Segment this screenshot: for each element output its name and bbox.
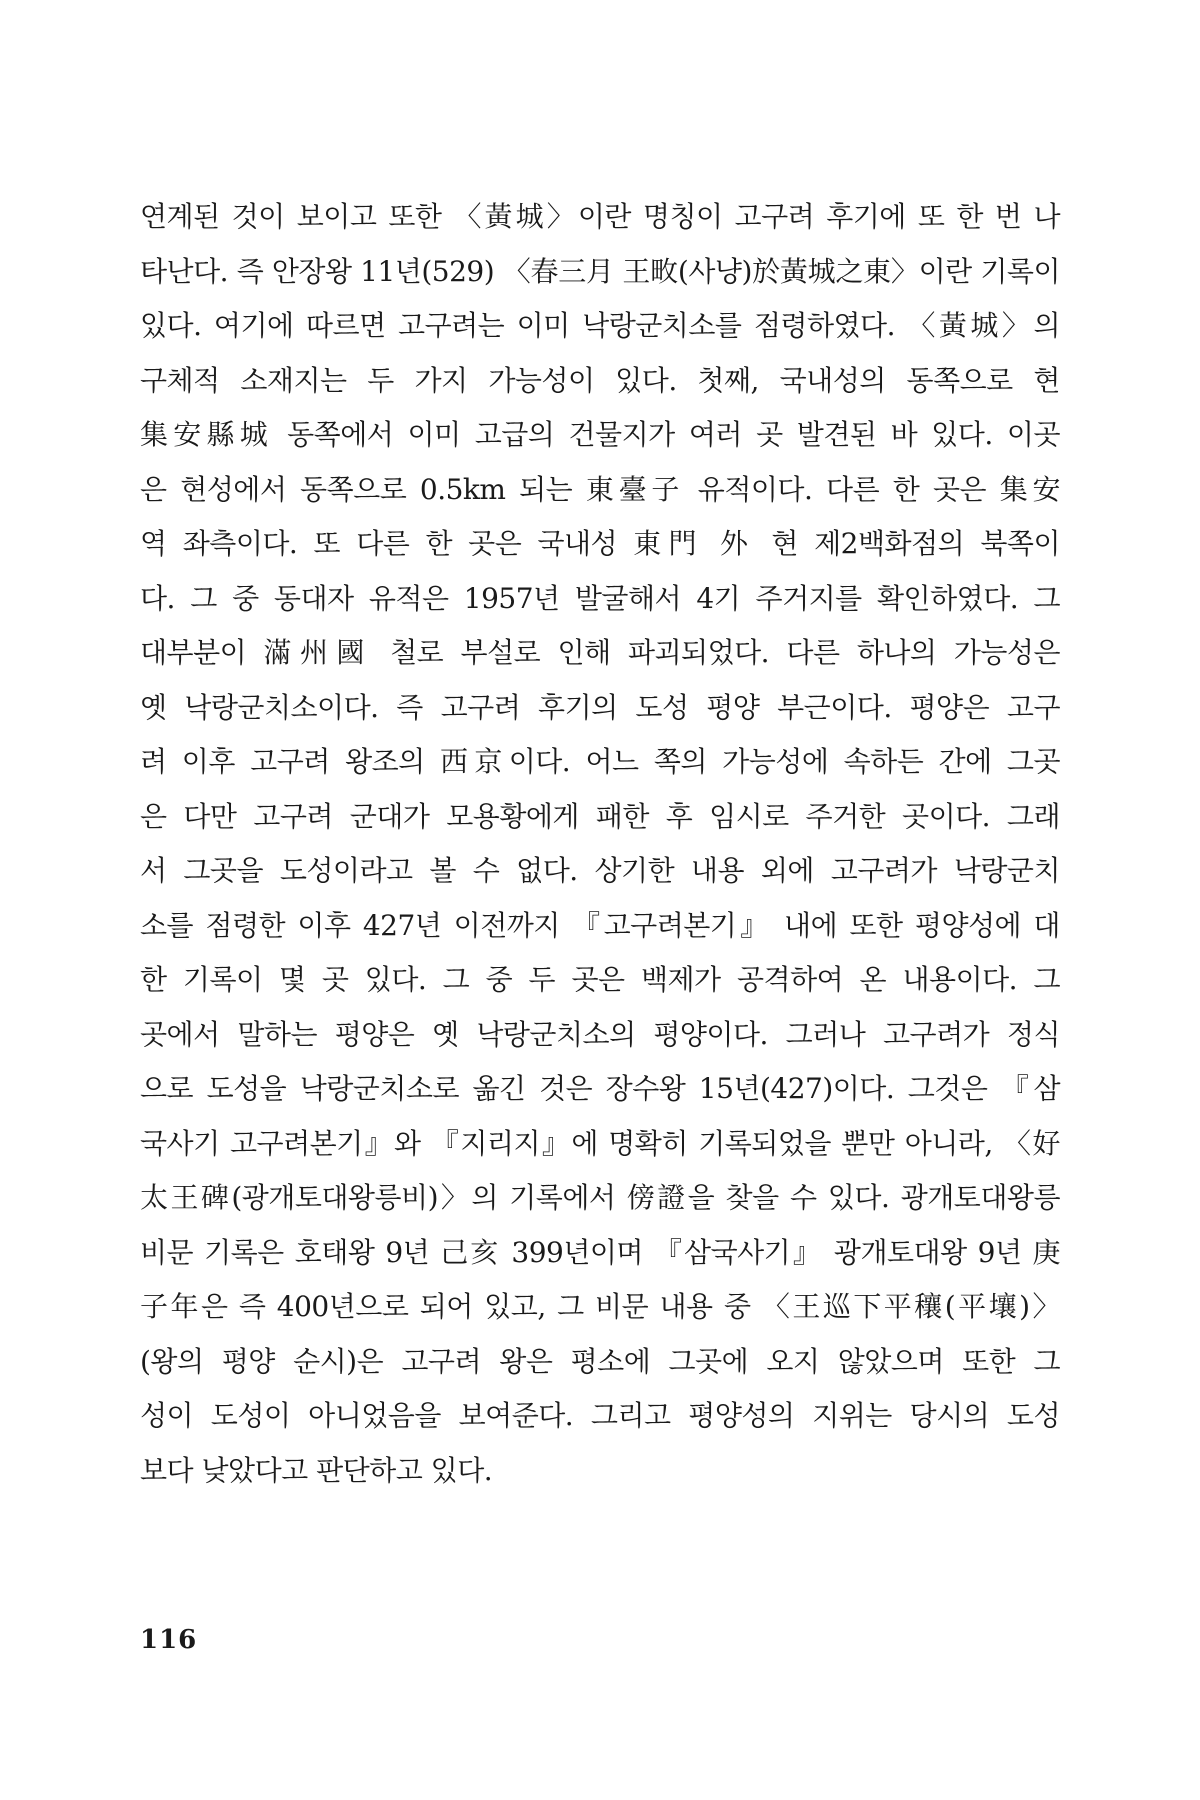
text-line: 대부분이 滿州國 철로 부설로 인해 파괴되었다. 다른 하나의 가능성은 <box>140 636 1060 669</box>
text-line: (왕의 평양 순시)은 고구려 왕은 평소에 그곳에 오지 않았으며 또한 그 <box>140 1344 1060 1378</box>
text-line: 集安縣城 동쪽에서 이미 고급의 건물지가 여러 곳 발견된 바 있다. 이곳 <box>140 418 1060 451</box>
text-line: 소를 점령한 이후 427년 이전까지 『고구려본기』 내에 또한 평양성에 대 <box>140 908 1060 942</box>
text-line: 서 그곳을 도성이라고 볼 수 없다. 상기한 내용 외에 고구려가 낙랑군치 <box>140 854 1060 887</box>
text-line: 子年은 즉 400년으로 되어 있고, 그 비문 내용 중 〈王巡下平穰(平壤)〉 <box>140 1290 1060 1323</box>
text-line: 연계된 것이 보이고 또한 〈黃城〉이란 명칭이 고구려 후기에 또 한 번 나 <box>140 200 1060 233</box>
text-line: 太王碑(광개토대왕릉비)〉의 기록에서 傍證을 찾을 수 있다. 광개토대왕릉 <box>140 1181 1060 1214</box>
page-number: 116 <box>140 1625 198 1655</box>
text-line: 다. 그 중 동대자 유적은 1957년 발굴해서 4기 주거지를 확인하였다. 그 <box>140 581 1060 615</box>
text-line: 비문 기록은 호태왕 9년 己亥 399년이며 『삼국사기』 광개토대왕 9년 庚 <box>140 1235 1060 1269</box>
text-line: 역 좌측이다. 또 다른 한 곳은 국내성 東門 外 현 제2백화점의 북쪽이 <box>140 527 1060 560</box>
text-line: 보다 낮았다고 판단하고 있다. <box>140 1453 493 1487</box>
text-line: 려 이후 고구려 왕조의 西京이다. 어느 쪽의 가능성에 속하든 간에 그곳 <box>140 745 1060 778</box>
body-text <box>140 190 1060 1498</box>
text-line: 은 다만 고구려 군대가 모용황에게 패한 후 임시로 주거한 곳이다. 그래 <box>140 799 1060 833</box>
text-line: 곳에서 말하는 평양은 옛 낙랑군치소의 평양이다. 그러나 고구려가 정식 <box>140 1017 1060 1051</box>
text-line: 한 기록이 몇 곳 있다. 그 중 두 곳은 백제가 공격하여 온 내용이다. 그 <box>140 963 1060 996</box>
text-line: 으로 도성을 낙랑군치소로 옮긴 것은 장수왕 15년(427)이다. 그것은 『삼 <box>140 1072 1060 1105</box>
text-line: 국사기 고구려본기』와 『지리지』에 명확히 기록되었을 뿐만 아니라, 〈好 <box>140 1126 1060 1160</box>
text-line: 있다. 여기에 따르면 고구려는 이미 낙랑군치소를 점령하였다. 〈黃城〉의 <box>140 309 1060 342</box>
text-line: 타난다. 즉 안장왕 11년(529) 〈春三月 王畋(사냥)於黃城之東〉이란 기록이 <box>140 254 1060 288</box>
text-line: 성이 도성이 아니었음을 보여준다. 그리고 평양성의 지위는 당시의 도성 <box>140 1399 1060 1432</box>
text-line: 은 현성에서 동쪽으로 0.5km 되는 東臺子 유적이다. 다른 한 곳은 集安 <box>140 472 1060 506</box>
text-line: 옛 낙랑군치소이다. 즉 고구려 후기의 도성 평양 부근이다. 평양은 고구 <box>140 690 1060 724</box>
text-line: 구체적 소재지는 두 가지 가능성이 있다. 첫째, 국내성의 동쪽으로 현 <box>140 363 1060 397</box>
